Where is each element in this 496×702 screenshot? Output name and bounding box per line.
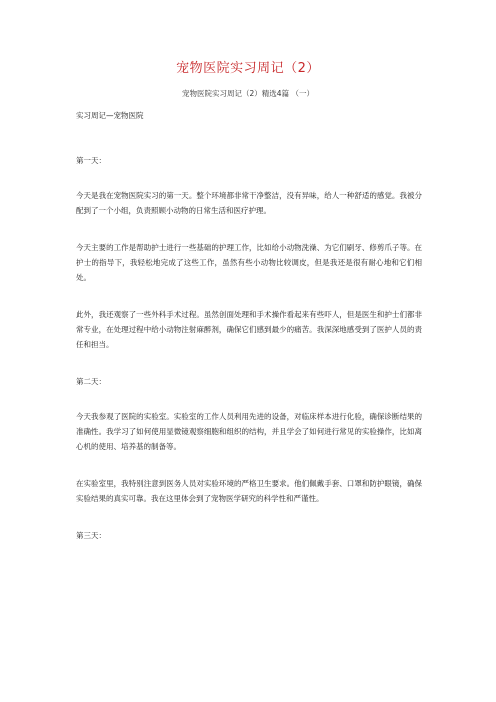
day1-paragraph-3: 此外，我还观察了一些外科手术过程。虽然创面处理和手术操作看起来有些吓人，但是医生和护士们都非常专业，在处理过程中给小动物注射麻醉剂，确保它们感到最少的痛苦。我深深地感受到了医护人员的责任和担当。 xyxy=(76,310,422,349)
day2-paragraph-2: 在实验室里，我特别注意到医务人员对实验环境的严格卫生要求。他们佩戴手套、口罩和防护眼镜，确保实验结果的真实可靠。我在这里体会到了宠物医学研究的科学性和严谨性。 xyxy=(76,479,422,503)
section-heading: 实习周记—宠物医院 xyxy=(76,111,144,120)
document-body xyxy=(76,108,422,543)
day1-paragraph-2: 今天主要的工作是帮助护士进行一些基础的护理工作，比如给小动物洗澡、为它们刷牙、修剪爪子等。在护士的指导下，我轻松地完成了这些工作，虽然有些小动物比较调皮，但是我还是很有耐心地和它们相处。 xyxy=(76,243,422,282)
day2-paragraph-1: 今天我参观了医院的实验室。实验室的工作人员利用先进的设备，对临床样本进行化验，确保诊断结果的准确性。我学习了如何使用显微镜观察细胞和组织的结构，并且学会了如何进行常见的实验操作，比如离心机的使用、培养基的制备等。 xyxy=(76,412,422,451)
day2-label: 第二天： xyxy=(76,377,106,386)
day1-paragraph-1: 今天是我在宠物医院实习的第一天。整个环境都非常干净整洁，没有异味，给人一种舒适的感觉。我被分配到了一个小组，负责照顾小动物的日常生活和医疗护理。 xyxy=(76,191,422,215)
day1-label: 第一天： xyxy=(76,156,106,165)
day3-label: 第三天： xyxy=(76,531,106,540)
document-title: 宠物医院实习周记（2） xyxy=(176,61,320,76)
document-subtitle: 宠物医院实习周记（2）精选4篇 （一） xyxy=(182,89,314,98)
